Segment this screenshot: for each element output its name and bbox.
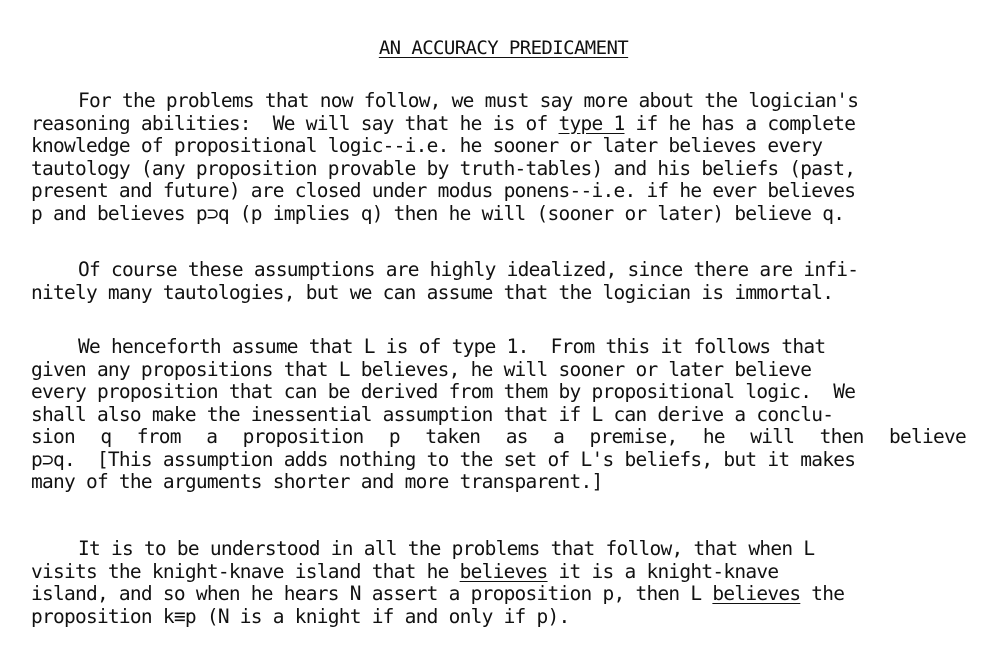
paragraph-2-line-2: nitely many tautologies, but we can assume that the logician is immortal. bbox=[31, 280, 834, 304]
believes-term-2: believes bbox=[712, 582, 801, 605]
paragraph-4-line-4: proposition k≡p (N is a knight if and only if p). bbox=[31, 604, 570, 628]
paragraph-3-line-2: given any propositions that L believes, he will sooner or later believe bbox=[31, 357, 812, 381]
paragraph-4-line-2-end: it is a knight-knave bbox=[547, 559, 779, 583]
paragraph-1 bbox=[31, 90, 966, 225]
paragraph-1-line-2-end: if he has a complete bbox=[624, 111, 856, 135]
believes-term-1: believes bbox=[459, 559, 548, 583]
paragraph-1-line-5: present and future) are closed under modus ponens--i.e. if he ever believes bbox=[31, 179, 856, 202]
paragraph-3-line-5: sion q from a proposition p taken as a premise, he will then believe bbox=[31, 425, 966, 448]
paragraph-3-line-1: We henceforth assume that L is of type 1. From this it follows that bbox=[78, 335, 826, 358]
paragraph-1-line-6: p and believes p⊃q (p implies q) then he will (sooner or later) believe q. bbox=[31, 201, 845, 225]
paragraph-4-line-3 bbox=[31, 583, 966, 606]
paragraph-3-line-3: every proposition that can be derived from them by propositional logic. We bbox=[31, 380, 856, 403]
paragraph-4-line-2-start: visits the knight-knave island that he bbox=[31, 559, 460, 583]
paragraph-1-line-3: knowledge of propositional logic--i.e. he sooner or later believes every bbox=[31, 134, 823, 157]
type-1-term: type 1 bbox=[558, 111, 625, 135]
document-title bbox=[0, 36, 1007, 60]
document-title-text: AN ACCURACY PREDICAMENT bbox=[378, 37, 629, 59]
paragraph-4-line-1: It is to be understood in all the problems that follow, that when L bbox=[78, 537, 815, 560]
paragraph-3-line-4: shall also make the inessential assumption that if L can derive a conclu- bbox=[31, 402, 834, 426]
paragraph-4 bbox=[31, 538, 966, 628]
paragraph-4-line-2 bbox=[31, 561, 966, 584]
paragraph-4-line-3-end: the bbox=[800, 582, 845, 605]
paragraph-3 bbox=[31, 336, 966, 494]
paragraph-2-line-1: Of course these assumptions are highly idealized, since there are infi- bbox=[78, 258, 859, 281]
paragraph-1-line-2 bbox=[31, 113, 966, 136]
paragraph-2 bbox=[31, 259, 966, 304]
paragraph-1-line-1: For the problems that now follow, we must say more about the logician's bbox=[78, 89, 859, 112]
paragraph-1-line-2-start: reasoning abilities: We will say that he is of bbox=[31, 111, 559, 135]
paragraph-1-line-4: tautology (any proposition provable by truth-tables) and his beliefs (past, bbox=[31, 156, 856, 180]
paragraph-3-line-7: many of the arguments shorter and more transparent.] bbox=[31, 470, 603, 493]
paragraph-4-line-3-start: island, and so when he hears N assert a proposition p, then L bbox=[31, 582, 713, 605]
paragraph-3-line-6: p⊃q. [This assumption adds nothing to the set of L's beliefs, but it makes bbox=[31, 447, 856, 471]
